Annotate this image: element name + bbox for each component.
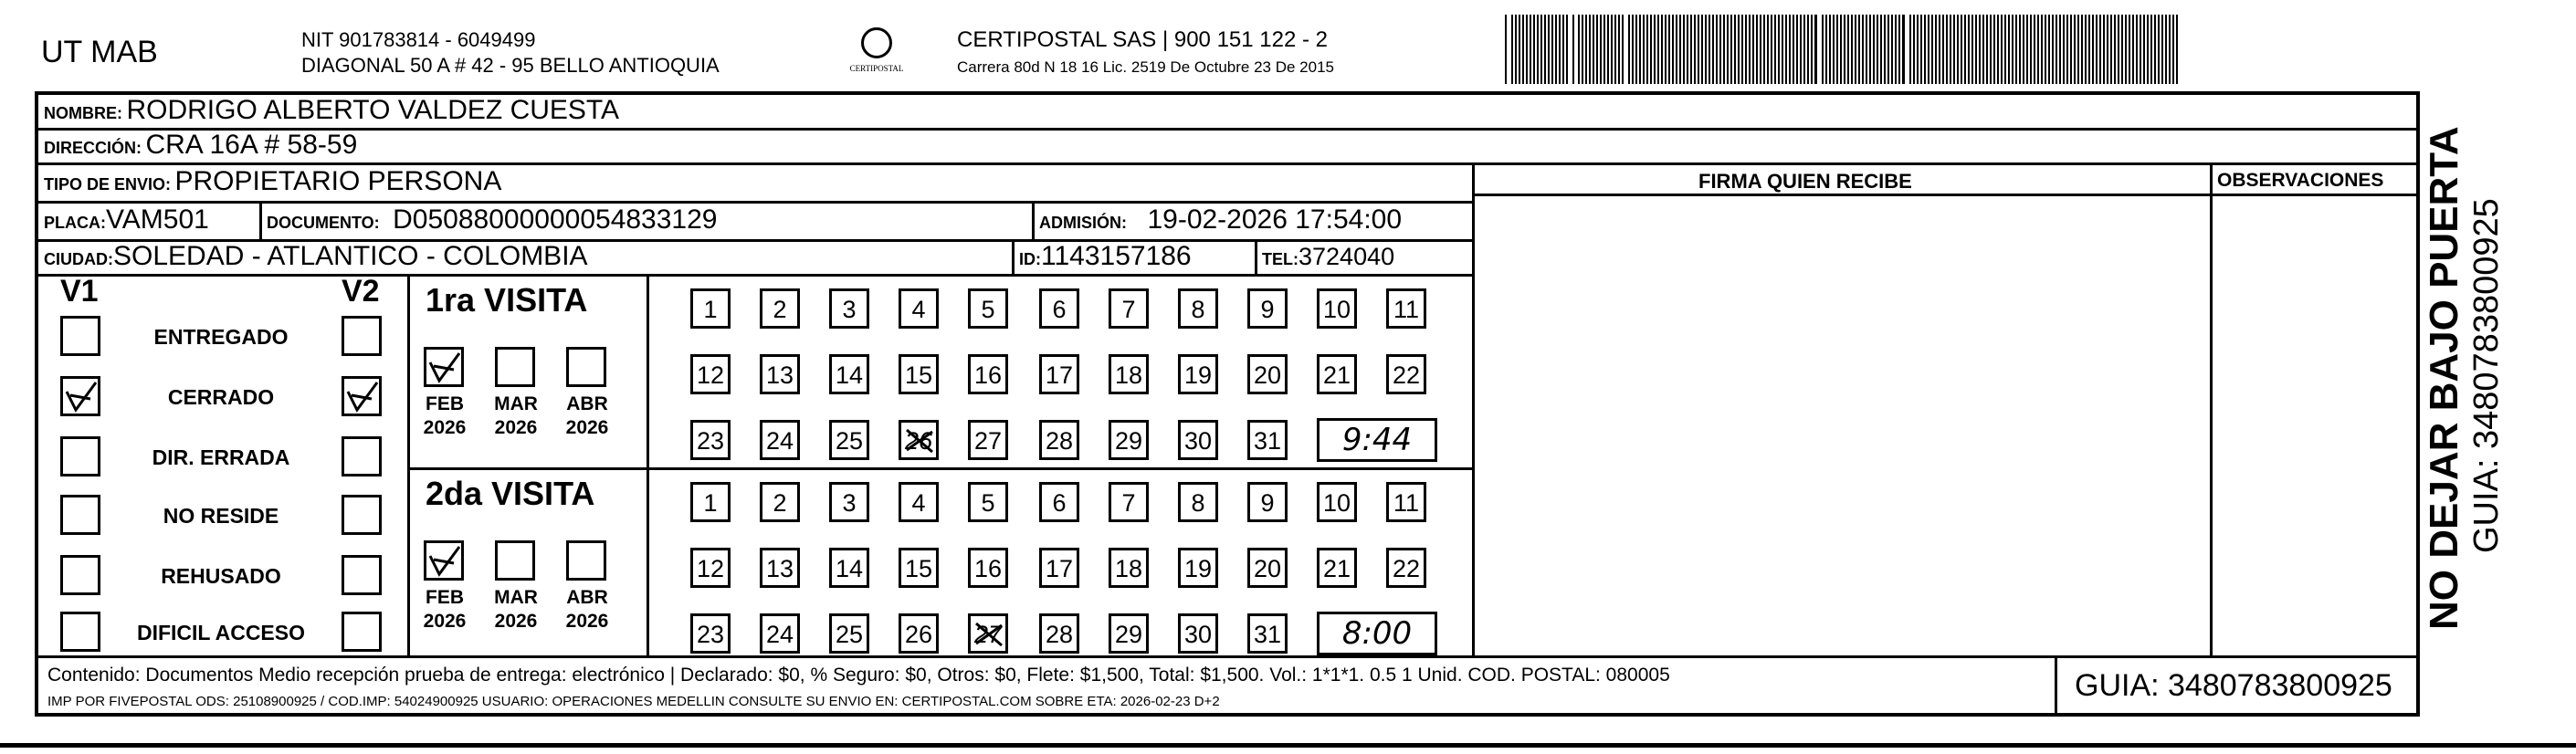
document-value: D05088000000054833129 — [393, 204, 718, 235]
status-label-cerrado: CERRADO — [167, 385, 275, 409]
visit-1-day-24[interactable]: 24 — [760, 420, 800, 460]
visit-2-day-25[interactable]: 25 — [829, 613, 869, 654]
visit-1-day-29[interactable]: 29 — [1109, 420, 1149, 460]
admission-value: 19-02-2026 17:54:00 — [1147, 204, 1403, 235]
visit-1-day-22[interactable]: 22 — [1386, 354, 1426, 394]
id-row — [1019, 241, 1192, 272]
v1-checkbox-dir-errada[interactable] — [60, 436, 100, 476]
check-mark-icon — [426, 350, 463, 386]
type-label: TIPO DE ENVIO: — [44, 175, 172, 194]
visit-2-month-label: MAR 2026 — [494, 587, 538, 632]
document-row — [267, 204, 717, 236]
visit-2-day-13[interactable]: 13 — [760, 548, 800, 588]
visit-1-day-4[interactable]: 4 — [899, 288, 939, 329]
carrier-line: CERTIPOSTAL SAS | 900 151 122 - 2 — [957, 27, 1328, 52]
admission-row — [1039, 204, 1402, 236]
check-mark-icon — [426, 543, 463, 580]
visit-2-day-17[interactable]: 17 — [1039, 548, 1079, 588]
visit-1-day-5[interactable]: 5 — [968, 288, 1008, 329]
visit-1-day-31[interactable]: 31 — [1247, 420, 1288, 460]
admission-label: ADMISIÓN: — [1039, 214, 1127, 232]
visit-1-month-label: MAR 2026 — [494, 393, 538, 438]
visit-2-day-5[interactable]: 5 — [968, 482, 1008, 522]
visit-1-day-30[interactable]: 30 — [1178, 420, 1218, 460]
v2-checkbox-dificil-acceso[interactable] — [342, 612, 382, 652]
v2-checkbox-no-reside[interactable] — [342, 495, 382, 535]
visit-1-day-1[interactable]: 1 — [690, 288, 731, 329]
address-row — [44, 130, 357, 161]
visit-2-day-26[interactable]: 26 — [899, 613, 939, 654]
visit-1-day-25[interactable]: 25 — [829, 420, 869, 460]
v1-checkbox-dificil-acceso[interactable] — [60, 612, 100, 652]
status-label-dificil-acceso: DIFICIL ACCESO — [136, 621, 305, 644]
v2-checkbox-rehusado[interactable] — [342, 555, 382, 595]
visit-2-day-29[interactable]: 29 — [1109, 613, 1149, 654]
document-label: DOCUMENTO: — [267, 214, 380, 232]
plate-value: VAM501 — [106, 204, 209, 235]
visit-1-day-28[interactable]: 28 — [1039, 420, 1079, 460]
v1-header: V1 — [60, 274, 99, 309]
visit-2-day-18[interactable]: 18 — [1109, 548, 1149, 588]
status-label-dir-errada: DIR. ERRADA — [152, 445, 290, 469]
visit-2-day-2[interactable]: 2 — [760, 482, 800, 522]
visit-1-day-18[interactable]: 18 — [1109, 354, 1149, 394]
visit-1-day-14[interactable]: 14 — [829, 354, 869, 394]
visit-1-month-label: ABR 2026 — [565, 393, 609, 438]
signature-header: FIRMA QUIEN RECIBE — [1698, 170, 1912, 193]
visit-1-day-19[interactable]: 19 — [1178, 354, 1218, 394]
status-label-rehusado: REHUSADO — [161, 564, 281, 588]
side-guia: GUIA: 3480783800925 — [2467, 198, 2506, 553]
visit-1-day-7[interactable]: 7 — [1109, 288, 1149, 329]
tel-value: 3724040 — [1299, 243, 1395, 270]
check-mark-icon — [344, 379, 381, 415]
visit-1-day-12[interactable]: 12 — [690, 354, 731, 394]
visit-2-month-label: ABR 2026 — [565, 587, 609, 632]
visit-1-day-6[interactable]: 6 — [1039, 288, 1079, 329]
footer-guia: GUIA: 3480783800925 — [2075, 668, 2392, 703]
visit-1-month-checkbox-feb[interactable] — [424, 347, 464, 387]
footer-print-line: IMP POR FIVEPOSTAL ODS: 25108900925 / COD.IMP: 54024900925 USUARIO: OPERACIONES MEDELLIN CONSULTE SU ENVIO EN: CERTIPOSTAL.COM SOBRE ETA: 2026-02-23 D+2 — [47, 694, 1220, 709]
v1-checkbox-no-reside[interactable] — [60, 495, 100, 535]
visit-2-day-1[interactable]: 1 — [690, 482, 731, 522]
plate-row — [44, 204, 209, 236]
visit-1-day-13[interactable]: 13 — [760, 354, 800, 394]
visit-2-day-14[interactable]: 14 — [829, 548, 869, 588]
visit-1-day-3[interactable]: 3 — [829, 288, 869, 329]
visit-1-day-10[interactable]: 10 — [1317, 288, 1357, 329]
visit-2-day-16[interactable]: 16 — [968, 548, 1008, 588]
visit-title-1: 1ra VISITA — [426, 281, 588, 319]
visit-1-month-checkbox-mar[interactable] — [495, 347, 535, 387]
visit-2-month-checkbox-abr[interactable] — [566, 540, 606, 581]
logo-caption: CERTIPOSTAL — [849, 64, 904, 73]
day-mark-icon — [901, 423, 938, 459]
visit-1-day-17[interactable]: 17 — [1039, 354, 1079, 394]
visit-1-day-9[interactable]: 9 — [1247, 288, 1288, 329]
visit-2-day-9[interactable]: 9 — [1247, 482, 1288, 522]
visit-2-day-6[interactable]: 6 — [1039, 482, 1079, 522]
city-row — [44, 241, 588, 272]
observations-header: OBSERVACIONES — [2217, 170, 2384, 191]
type-row — [44, 166, 501, 197]
bottom-edge — [0, 743, 2576, 748]
visit-2-day-23[interactable]: 23 — [690, 613, 731, 654]
visit-1-day-16[interactable]: 16 — [968, 354, 1008, 394]
certipostal-logo — [836, 27, 918, 82]
visit-2-day-12[interactable]: 12 — [690, 548, 731, 588]
visit-1-day-15[interactable]: 15 — [899, 354, 939, 394]
visit-2-day-31[interactable]: 31 — [1247, 613, 1288, 654]
v2-checkbox-dir-errada[interactable] — [342, 436, 382, 476]
visit-2-day-22[interactable]: 22 — [1386, 548, 1426, 588]
visit-1-time[interactable]: 9:44 — [1317, 418, 1437, 462]
v2-checkbox-entregado[interactable] — [342, 316, 382, 356]
recipient-name: RODRIGO ALBERTO VALDEZ CUESTA — [126, 95, 620, 125]
visit-1-day-2[interactable]: 2 — [760, 288, 800, 329]
visit-2-day-8[interactable]: 8 — [1178, 482, 1218, 522]
barcode-icon — [1505, 15, 2181, 84]
visit-2-day-4[interactable]: 4 — [899, 482, 939, 522]
visit-2-day-11[interactable]: 11 — [1386, 482, 1426, 522]
name-label: NOMBRE: — [44, 104, 122, 122]
v1-checkbox-rehusado[interactable] — [60, 555, 100, 595]
side-warning: NO DEJAR BAJO PUERTA — [2422, 126, 2466, 630]
visit-2-day-24[interactable]: 24 — [760, 613, 800, 654]
visit-2-day-20[interactable]: 20 — [1247, 548, 1288, 588]
visit-title-2: 2da VISITA — [426, 475, 595, 512]
visit-2-day-15[interactable]: 15 — [899, 548, 939, 588]
visit-2-day-28[interactable]: 28 — [1039, 613, 1079, 654]
company-address: DIAGONAL 50 A # 42 - 95 BELLO ANTIOQUIA — [301, 54, 720, 77]
company-name: UT MAB — [41, 35, 158, 69]
recipient-address: CRA 16A # 58-59 — [145, 130, 358, 160]
visit-2-day-30[interactable]: 30 — [1178, 613, 1218, 654]
name-row — [44, 95, 619, 126]
visit-2-month-checkbox-feb[interactable] — [424, 540, 464, 581]
visit-1-day-21[interactable]: 21 — [1317, 354, 1357, 394]
visit-2-month-checkbox-mar[interactable] — [495, 540, 535, 581]
visit-1-month-checkbox-abr[interactable] — [566, 347, 606, 387]
visit-1-day-26[interactable]: 26 — [899, 420, 939, 460]
visit-1-day-23[interactable]: 23 — [690, 420, 731, 460]
visit-1-day-20[interactable]: 20 — [1247, 354, 1288, 394]
v1-checkbox-cerrado[interactable] — [60, 376, 100, 416]
id-value: 1143157186 — [1041, 241, 1192, 271]
plate-label: PLACA: — [44, 214, 106, 232]
visit-2-time[interactable]: 8:00 — [1317, 612, 1437, 655]
city-label: CIUDAD: — [44, 250, 113, 268]
check-mark-icon — [63, 379, 100, 415]
id-label: ID: — [1019, 250, 1041, 268]
visit-2-day-19[interactable]: 19 — [1178, 548, 1218, 588]
visit-1-day-8[interactable]: 8 — [1178, 288, 1218, 329]
visit-2-month-label: FEB 2026 — [423, 587, 467, 632]
shipment-type: PROPIETARIO PERSONA — [174, 166, 502, 196]
v2-checkbox-cerrado[interactable] — [342, 376, 382, 416]
visit-2-day-7[interactable]: 7 — [1109, 482, 1149, 522]
visit-1-month-label: FEB 2026 — [423, 393, 467, 438]
visit-2-day-27[interactable]: 27 — [968, 613, 1008, 654]
city-value: SOLEDAD - ATLANTICO - COLOMBIA — [113, 241, 588, 271]
visit-2-day-3[interactable]: 3 — [829, 482, 869, 522]
status-label-no-reside: NO RESIDE — [163, 504, 279, 528]
tel-label: TEL: — [1262, 250, 1299, 268]
company-info — [301, 27, 720, 79]
visit-2-day-10[interactable]: 10 — [1317, 482, 1357, 522]
nit-line: NIT 901783814 - 6049499 — [301, 28, 536, 51]
logo-icon — [861, 27, 892, 58]
v1-checkbox-entregado[interactable] — [60, 316, 100, 356]
v2-header: V2 — [342, 274, 380, 309]
carrier-license: Carrera 80d N 18 16 Lic. 2519 De Octubre 23 De 2015 — [957, 58, 1334, 76]
status-label-entregado: ENTREGADO — [153, 325, 289, 349]
address-label: DIRECCIÓN: — [44, 139, 142, 157]
visit-2-day-21[interactable]: 21 — [1317, 548, 1357, 588]
visit-1-day-27[interactable]: 27 — [968, 420, 1008, 460]
tel-row — [1262, 243, 1394, 271]
day-mark-icon — [971, 616, 1007, 653]
footer-content-line: Contenido: Documentos Medio recepción prueba de entrega: electrónico | Declarado: $0, % Seguro: $0, Otros: $0, Flete: $1,500, Total: $1,500. Vol.: 1*1*1. 0.5 1 Unid. COD. POSTAL: 080005 — [47, 665, 1670, 686]
visit-1-day-11[interactable]: 11 — [1386, 288, 1426, 329]
